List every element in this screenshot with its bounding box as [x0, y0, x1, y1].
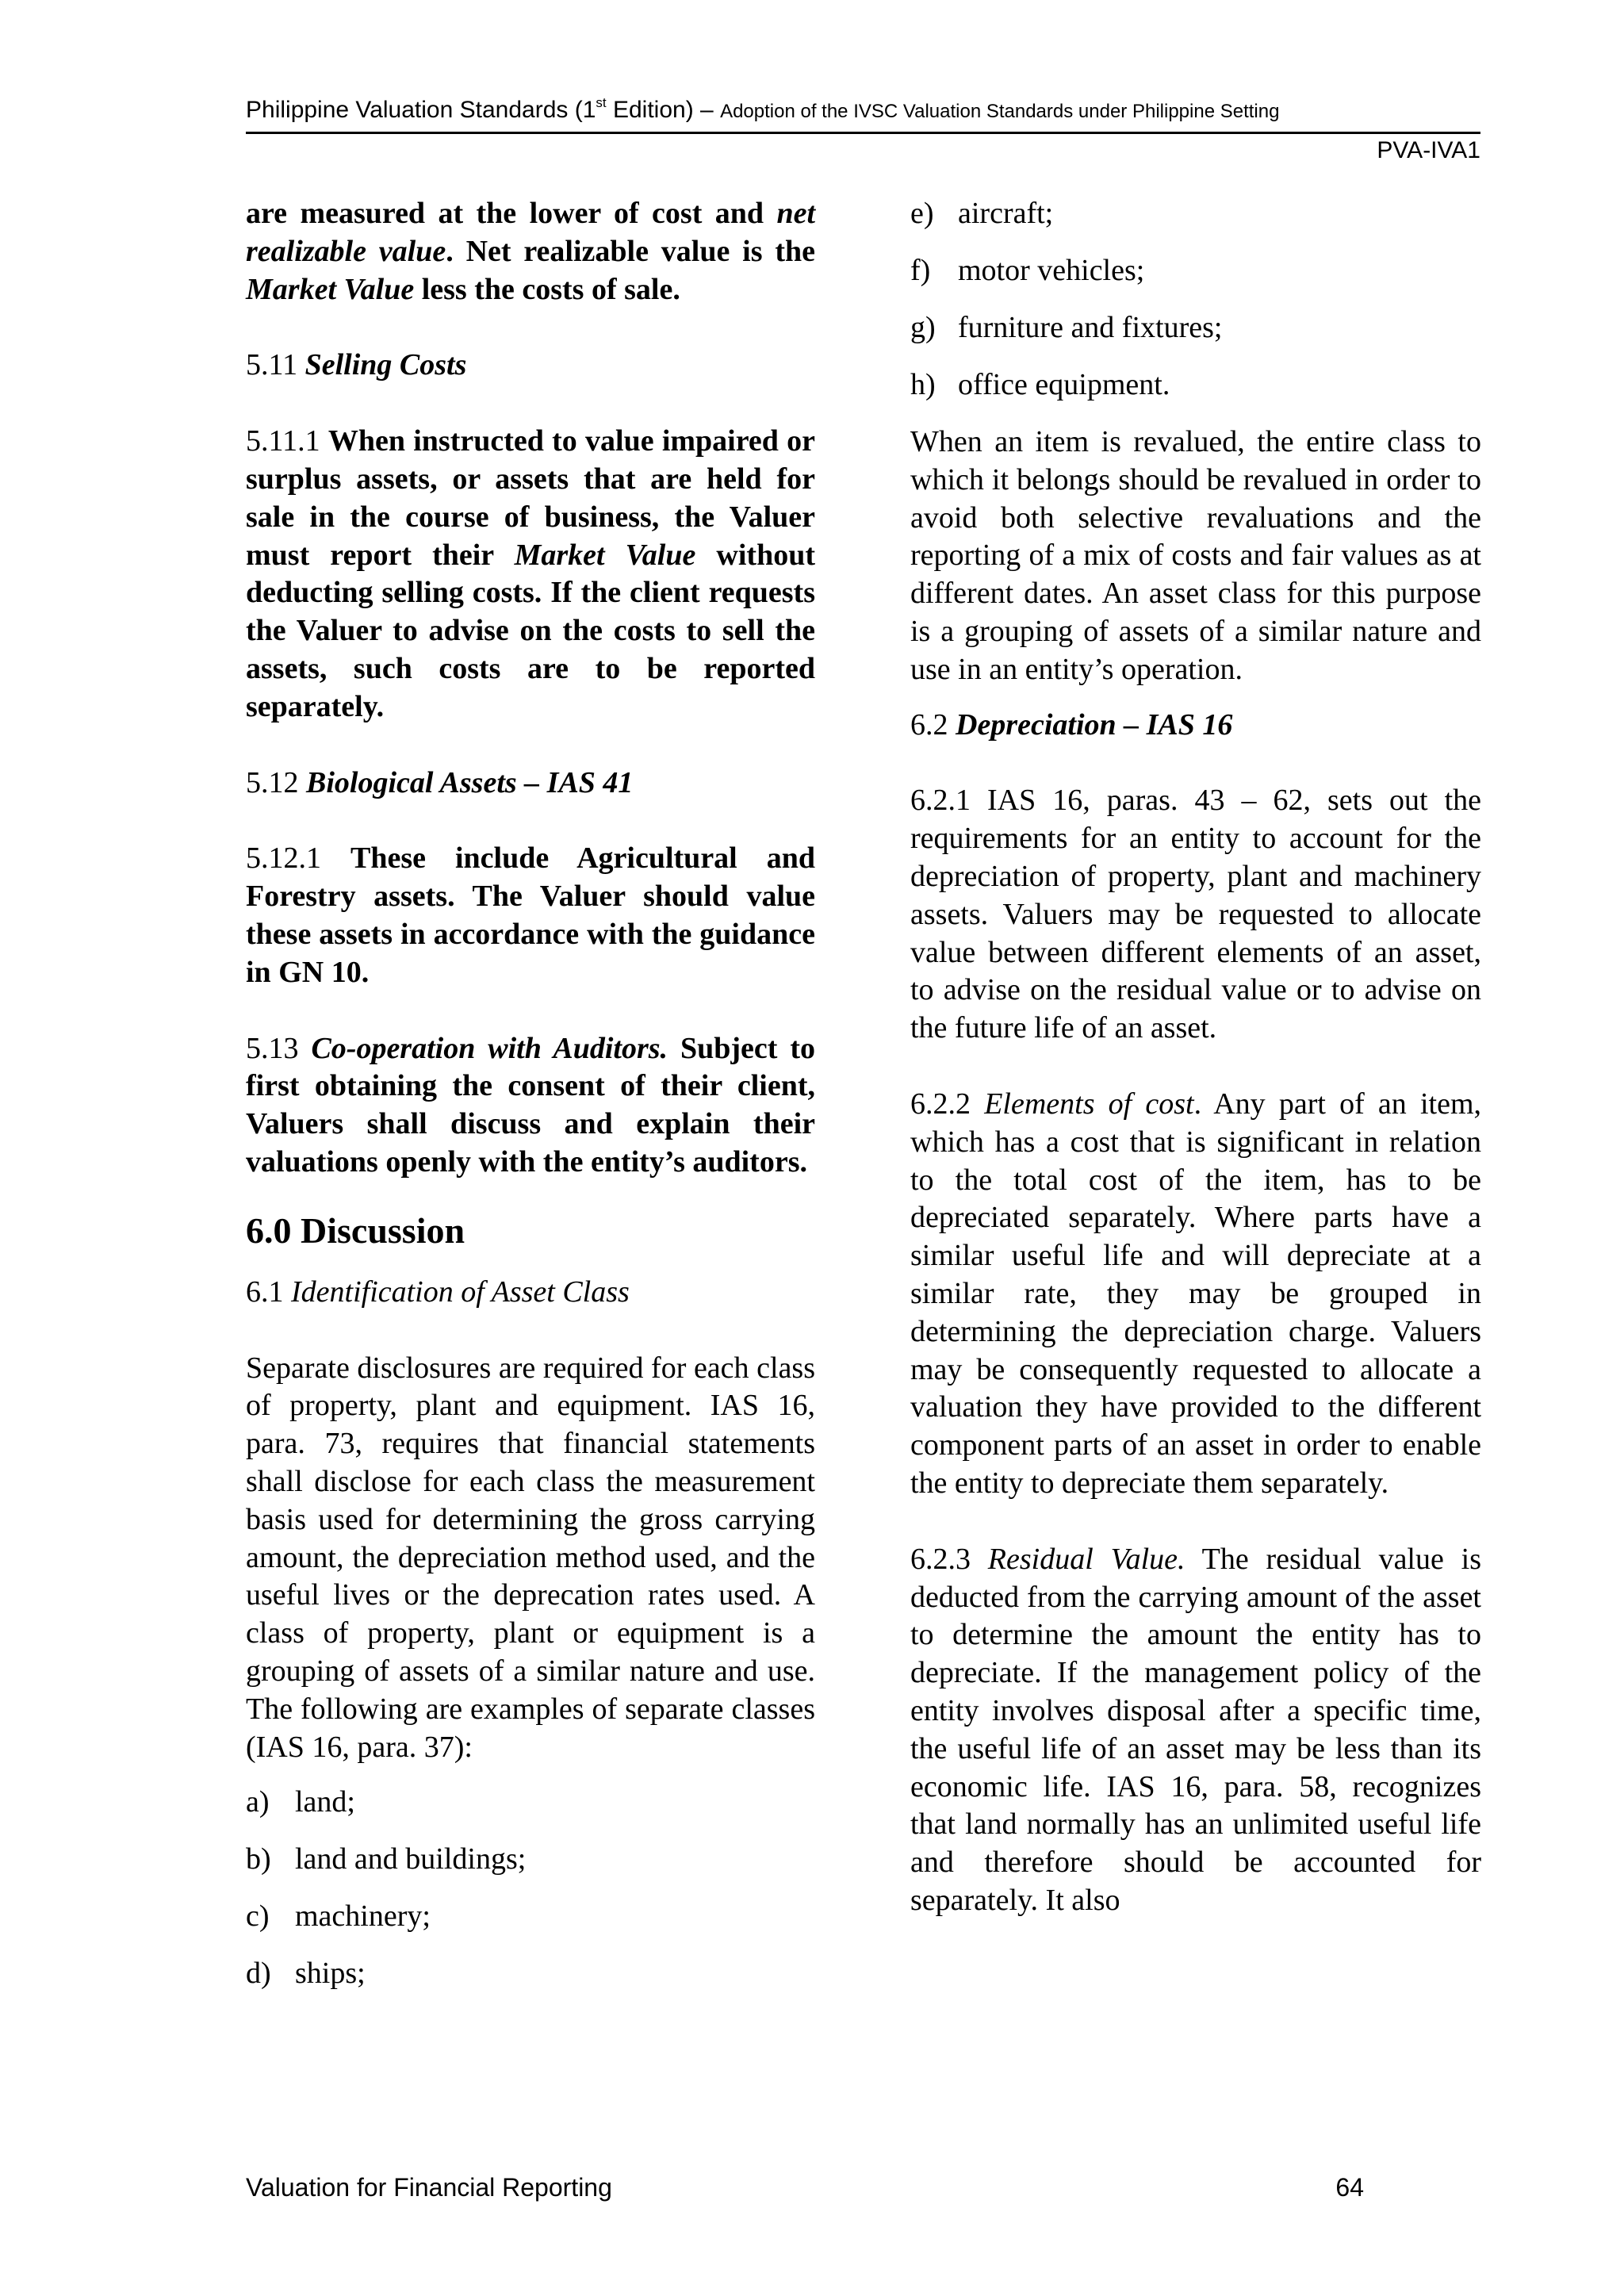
heading-6-2: 6.2 Depreciation – IAS 16: [910, 707, 1233, 742]
heading-6-1: 6.1 Identification of Asset Class: [246, 1274, 630, 1309]
paragraph-net-realizable-value: are measured at the lower of cost and net realizable value. Net realizable value is the Market Value less the costs of sale.: [246, 197, 816, 306]
paragraph-6-2-2: 6.2.2 Elements of cost. Any part of an item, which has a cost that is significant in relation to the total cost of the item, has to be depreciated separately. Where parts have a similar useful life and will depreciate at a similar rate, they may be grouped in determining the depreciation charge. Valuers may be consequently requested to allocate a valuation they have provided to the different component parts of an asset in order to enable the entity to depreciate them separately.: [910, 1087, 1482, 1500]
list-item: f) motor vehicles;: [910, 254, 1145, 287]
right-column: [910, 195, 1481, 1920]
paragraph-revaluation: When an item is revalued, the entire class to which it belongs should be revalued in order to avoid both selective revaluations and the reporting of a mix of costs and fair values as at different dates. An asset class for this purpose is a grouping of assets of a similar nature and use in an entity’s operation.: [910, 425, 1481, 686]
paragraph-5-13: 5.13 Co-operation with Auditors. Subject to first obtaining the consent of their client, Valuers shall discuss and explain their valuations openly with the entity’s auditors.: [246, 1031, 815, 1179]
section-heading-discussion: 6.0 Discussion: [246, 1209, 465, 1251]
footer-title: Valuation for Financial Reporting: [246, 2173, 612, 2202]
header-title-sup: st: [596, 95, 607, 110]
header-title-sub: Adoption of the IVSC Valuation Standards under Philippine Setting: [720, 101, 1280, 122]
header-title-main: Philippine Valuation Standards (1: [246, 97, 596, 123]
list-item: b) land and buildings;: [246, 1842, 527, 1876]
asset-class-list-right: [910, 195, 1481, 424]
paragraph-5-12-1: 5.12.1 These include Agricultural and Forestry assets. The Valuer should value these assets in accordance with the guidance in GN 10.: [246, 841, 815, 989]
list-item: g) furniture and fixtures;: [910, 311, 1223, 344]
running-header: [246, 97, 1421, 125]
header-title-edition: Edition): [606, 97, 694, 123]
asset-class-list-left: [246, 1784, 815, 2012]
document-code: PVA-IVA1: [1377, 137, 1480, 163]
paragraph-5-11-1: 5.11.1 When instructed to value impaired or surplus assets, or assets that are held for sale in the course of business, the Valuer must report their Market Value without deducting selling costs. If the client requests the Valuer to advise on the costs to sell the assets, such costs are to be reported separately.: [246, 424, 816, 723]
paragraph-asset-classes: Separate disclosures are required for each class of property, plant and equipment. IAS 16, para. 73, requires that financial statements shall disclose for each class the measurement basis used for determining the gross carrying amount, the depreciation method used, and the useful lives or the deprecation rates used. A class of property, plant or equipment is a grouping of assets of a similar nature and use. The following are examples of separate classes (IAS 16, para. 37):: [246, 1351, 815, 1764]
left-column: [246, 195, 815, 2012]
heading-5-12: 5.12 Biological Assets – IAS 41: [246, 765, 634, 799]
list-item: d) ships;: [246, 1957, 366, 1991]
heading-5-11: 5.11 Selling Costs: [246, 348, 467, 382]
header-title-dash: –: [693, 97, 721, 123]
list-item: a) land;: [246, 1785, 355, 1819]
header-divider: [246, 132, 1480, 134]
list-item: e) aircraft;: [910, 197, 1054, 230]
page-number: 64: [1335, 2173, 1364, 2202]
list-item: h) office equipment.: [910, 368, 1170, 401]
paragraph-6-2-3: 6.2.3 Residual Value. The residual value is deducted from the carrying amount of the asset to determine the amount the entity has to depreciate. If the management policy of the entity involves disposal after a specific time, the useful life of an asset may be less than its economic life. IAS 16, para. 58, recognizes that land normally has an unlimited useful life and therefore should be accounted for separately. It also: [910, 1542, 1481, 1917]
paragraph-6-2-1: 6.2.1 IAS 16, paras. 43 – 62, sets out the requirements for an entity to account for the depreciation of property, plant and machinery assets. Valuers may be requested to allocate value between different elements of an asset, to advise on the residual value or to advise on the future life of an asset.: [910, 784, 1481, 1045]
list-item: c) machinery;: [246, 1899, 431, 1934]
